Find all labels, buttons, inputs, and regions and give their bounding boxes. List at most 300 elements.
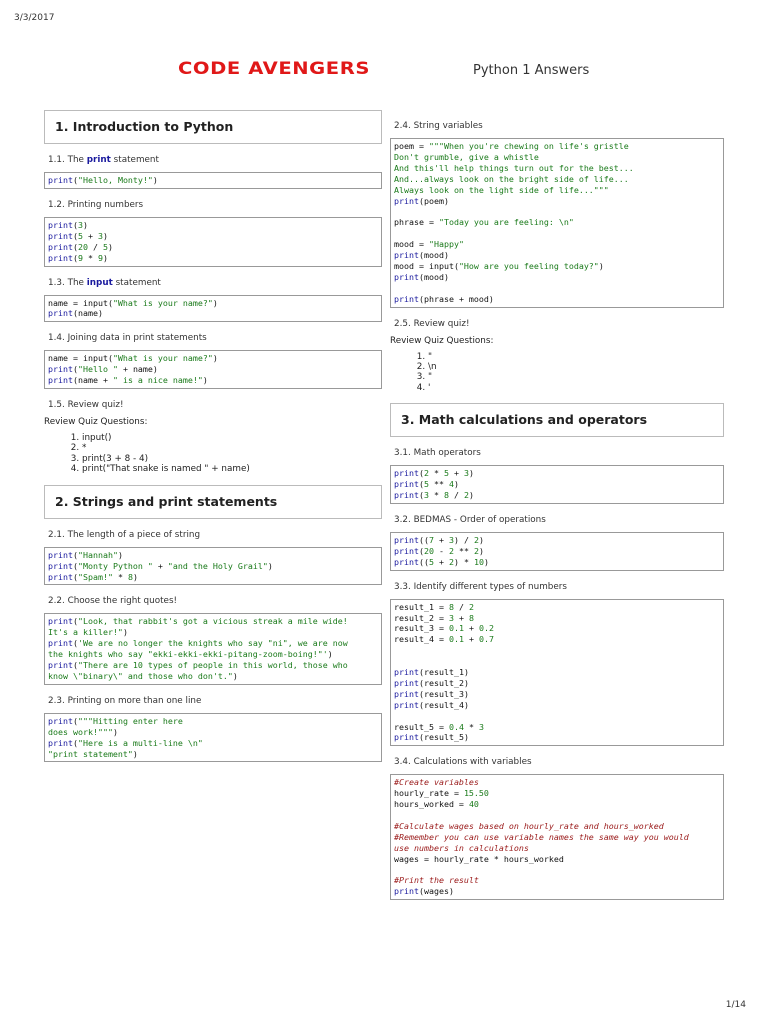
code-text: + xyxy=(152,560,168,571)
code-string: And...always look on the bright side of life... xyxy=(394,173,629,184)
code-block-2-4 xyxy=(390,138,724,308)
code-text: phrase = xyxy=(394,217,439,228)
code-line xyxy=(394,141,720,152)
code-number: 3 xyxy=(448,534,454,545)
code-keyword: print xyxy=(394,293,419,304)
code-keyword: print xyxy=(48,241,73,252)
code-line xyxy=(394,174,720,185)
code-text: ) xyxy=(102,230,108,241)
code-text: result_1 = xyxy=(394,601,449,612)
code-text: ( xyxy=(418,489,424,500)
code-string: "Hannah" xyxy=(77,549,118,560)
code-text: ) xyxy=(468,489,474,500)
code-line xyxy=(48,638,378,649)
code-line xyxy=(394,732,720,743)
code-line xyxy=(394,206,720,217)
code-number: 5 xyxy=(443,468,449,479)
subheading-3-2: 3.2. BEDMAS - Order of operations xyxy=(394,514,546,525)
code-text: ) xyxy=(107,241,113,252)
code-text: ( xyxy=(72,175,78,185)
code-text: ) xyxy=(598,260,604,271)
code-keyword: print xyxy=(394,195,419,206)
code-avengers-logo: CODE AVENGERS xyxy=(178,59,371,79)
code-text: ) xyxy=(152,175,158,185)
code-string: "Hello, Monty!" xyxy=(77,175,153,185)
code-text: ) xyxy=(483,556,489,567)
subheading-text: statement xyxy=(112,277,161,288)
code-text: ( xyxy=(72,571,78,582)
code-line xyxy=(394,239,720,250)
quiz-answer: 2. * xyxy=(82,443,382,453)
code-keyword: print xyxy=(48,308,73,319)
code-string: Always look on the light side of life...""" xyxy=(394,184,609,195)
code-text: + xyxy=(453,612,469,623)
code-text: ) xyxy=(202,375,208,386)
code-text: + name) xyxy=(117,364,158,375)
code-number: 9 xyxy=(77,252,83,263)
code-comment: #Print the result xyxy=(394,875,479,886)
code-text: (mood) xyxy=(418,271,449,282)
code-keyword: print xyxy=(48,737,73,748)
code-line xyxy=(48,727,378,738)
code-number: 2 xyxy=(463,489,469,500)
code-line xyxy=(394,546,720,557)
code-text: ( xyxy=(72,230,78,241)
code-line xyxy=(394,228,720,239)
code-block-3-3 xyxy=(390,599,724,747)
left-column xyxy=(44,110,382,773)
code-line xyxy=(48,298,378,309)
code-text: + xyxy=(463,623,479,634)
code-keyword: print xyxy=(394,479,419,490)
subheading-2-4: 2.4. String variables xyxy=(394,121,483,131)
code-number: 2 xyxy=(473,545,479,556)
code-text: ) xyxy=(327,649,333,660)
code-keyword: print xyxy=(394,545,419,556)
code-keyword: print xyxy=(394,732,419,743)
code-text: ) xyxy=(117,549,123,560)
code-string: "How are you feeling today?" xyxy=(458,260,599,271)
code-number: 0.2 xyxy=(478,623,494,634)
quiz-answer: 1. " xyxy=(428,352,724,362)
code-number: 0.1 xyxy=(448,623,464,634)
code-line xyxy=(394,261,720,272)
code-text: (result_4) xyxy=(418,699,469,710)
subheading-keyword: print xyxy=(86,155,111,165)
code-block-3-4 xyxy=(390,774,724,900)
code-line xyxy=(48,738,378,749)
code-line xyxy=(394,788,720,799)
code-number: 5 xyxy=(423,479,429,490)
code-line xyxy=(394,479,720,490)
quiz-answer: 2. \n xyxy=(428,362,724,372)
code-keyword: print xyxy=(48,230,73,241)
code-line xyxy=(394,700,720,711)
code-line xyxy=(394,875,720,886)
code-text: ) xyxy=(468,468,474,479)
code-comment: #Calculate wages based on hourly_rate and hours_worked xyxy=(394,820,664,831)
code-keyword: print xyxy=(48,560,73,571)
code-text: hourly_rate = xyxy=(394,788,464,799)
code-keyword: print xyxy=(48,715,73,726)
code-line xyxy=(394,689,720,700)
code-line xyxy=(394,196,720,207)
code-text: / xyxy=(448,489,464,500)
code-string: "Here is a multi-line \n" xyxy=(77,737,203,748)
subheading-3-4: 3.4. Calculations with variables xyxy=(394,757,532,768)
code-number: 8 xyxy=(468,612,474,623)
quiz-answers-1 xyxy=(44,433,382,475)
code-text: (mood) xyxy=(418,250,449,261)
code-number: 0.1 xyxy=(448,634,464,645)
code-number: 3 xyxy=(463,468,469,479)
code-number: 0.4 xyxy=(448,721,464,732)
quiz-label: Review Quiz Questions: xyxy=(390,335,494,346)
code-string: know \"binary\" and those who don't." xyxy=(48,670,233,681)
code-text: ) xyxy=(122,627,128,638)
code-string: "Spam!" xyxy=(77,571,113,582)
code-text: + xyxy=(448,468,464,479)
code-number: 5 xyxy=(102,241,108,252)
code-line xyxy=(48,375,378,386)
code-keyword: print xyxy=(48,638,73,649)
code-text: + xyxy=(463,634,479,645)
code-line xyxy=(394,711,720,722)
code-text: / xyxy=(453,601,469,612)
code-number: 7 xyxy=(428,534,434,545)
code-string: the knights who say "ekki-ekki-ekki-pitang-zoom-boing!"' xyxy=(48,649,328,660)
code-text: ) xyxy=(112,726,118,737)
subheading-text: 1.3. The xyxy=(48,277,87,288)
code-comment: #Create variables xyxy=(394,777,479,788)
code-string: Don't grumble, give a whistle xyxy=(394,151,539,162)
code-text: + xyxy=(433,534,449,545)
code-text: ( xyxy=(72,252,78,263)
code-keyword: print xyxy=(394,271,419,282)
code-number: 0.7 xyxy=(478,634,494,645)
code-keyword: print xyxy=(48,175,73,185)
code-line xyxy=(394,217,720,228)
code-text: ) / xyxy=(453,534,474,545)
code-text: * xyxy=(112,571,128,582)
code-block-1-1 xyxy=(44,172,382,189)
code-number: 2 xyxy=(448,556,454,567)
code-text: ** xyxy=(428,479,449,490)
code-line xyxy=(394,535,720,546)
code-text: ( xyxy=(418,479,424,490)
section-title-math: 3. Math calculations and operators xyxy=(390,403,724,437)
code-text: ( xyxy=(72,638,78,649)
quiz-answer: 1. input() xyxy=(82,433,382,443)
code-text: + xyxy=(82,230,98,241)
code-line xyxy=(48,550,378,561)
code-keyword: print xyxy=(48,571,73,582)
code-string: It's a killer!" xyxy=(48,627,123,638)
subheading-2-3: 2.3. Printing on more than one line xyxy=(48,695,202,706)
code-block-3-2 xyxy=(390,532,724,571)
right-column xyxy=(390,121,724,911)
code-number: 9 xyxy=(97,252,103,263)
code-line xyxy=(394,623,720,634)
code-block-1-2 xyxy=(44,217,382,267)
code-keyword: print xyxy=(48,219,73,230)
section-title-strings: 2. Strings and print statements xyxy=(44,485,382,519)
code-string: "Monty Python " xyxy=(77,560,153,571)
code-text: - xyxy=(433,545,449,556)
code-text: (result_5) xyxy=(418,732,469,743)
quiz-answer: 4. ' xyxy=(428,383,724,393)
code-block-3-1 xyxy=(390,465,724,504)
code-line xyxy=(394,272,720,283)
code-line xyxy=(48,660,378,671)
code-text: result_3 = xyxy=(394,623,449,634)
code-line xyxy=(394,294,720,305)
code-string: "What is your name?" xyxy=(112,353,213,364)
code-text: * xyxy=(428,468,444,479)
code-text: ) xyxy=(102,252,108,263)
quiz-answer: 3. " xyxy=(428,372,724,382)
code-text: ( xyxy=(72,549,78,560)
code-line xyxy=(48,749,378,760)
subheading-1-5: 1.5. Review quiz! xyxy=(48,400,124,411)
code-text: result_5 = xyxy=(394,721,449,732)
code-number: 3 xyxy=(478,721,484,732)
code-line xyxy=(394,250,720,261)
code-keyword: print xyxy=(394,667,419,678)
code-string: "What is your name?" xyxy=(112,297,213,308)
code-text: mood = xyxy=(394,239,429,250)
code-line xyxy=(394,163,720,174)
code-text: ) xyxy=(212,353,218,364)
code-line xyxy=(394,799,720,810)
code-line xyxy=(48,364,378,375)
code-line xyxy=(48,220,378,231)
code-number: 20 xyxy=(423,545,434,556)
code-string: "and the Holy Grail" xyxy=(167,560,268,571)
code-line xyxy=(394,678,720,689)
code-text: ) * xyxy=(453,556,474,567)
code-text: ( xyxy=(72,219,78,230)
code-line xyxy=(48,627,378,638)
code-comment: #Remember you can use variable names the same way you would xyxy=(394,831,689,842)
quiz-answers-2 xyxy=(390,352,724,394)
code-text: ) xyxy=(82,219,88,230)
code-line xyxy=(394,490,720,501)
code-line xyxy=(48,308,378,319)
code-text: ) xyxy=(132,748,138,759)
code-text: ** xyxy=(453,545,474,556)
code-number: 5 xyxy=(77,230,83,241)
code-block-2-1 xyxy=(44,547,382,586)
code-line xyxy=(394,283,720,294)
print-date: 3/3/2017 xyxy=(14,13,55,23)
code-line xyxy=(48,253,378,264)
code-block-2-2 xyxy=(44,613,382,684)
code-number: 15.50 xyxy=(463,788,489,799)
code-line xyxy=(48,242,378,253)
code-number: 2 xyxy=(468,601,474,612)
code-text: name = input( xyxy=(48,297,113,308)
code-text: (wages) xyxy=(418,886,454,897)
code-number: 2 xyxy=(448,545,454,556)
quiz-label: Review Quiz Questions: xyxy=(44,417,148,428)
code-number: 3 xyxy=(448,612,454,623)
code-string: "Hello " xyxy=(77,364,118,375)
code-line xyxy=(394,613,720,624)
code-number: 2 xyxy=(423,468,429,479)
subheading-text: statement xyxy=(110,155,159,165)
code-keyword: print xyxy=(394,886,419,897)
code-text: ( xyxy=(72,364,78,375)
code-keyword: print xyxy=(48,364,73,375)
code-text: + xyxy=(433,556,449,567)
subheading-1-1 xyxy=(48,155,382,165)
code-text: result_4 = xyxy=(394,634,449,645)
code-text: name = input( xyxy=(48,353,113,364)
code-string: """Hitting enter here xyxy=(77,715,183,726)
code-line xyxy=(48,561,378,572)
code-block-1-3 xyxy=(44,295,382,323)
code-line xyxy=(394,821,720,832)
code-text: ) xyxy=(212,297,218,308)
subheading-keyword: input xyxy=(86,277,113,288)
subheading-1-4: 1.4. Joining data in print statements xyxy=(48,333,207,344)
subheading-3-1: 3.1. Math operators xyxy=(394,448,481,459)
subheading-text: 1.1. The xyxy=(48,155,87,165)
code-keyword: print xyxy=(394,699,419,710)
subheading-3-3: 3.3. Identify different types of numbers xyxy=(394,581,567,592)
code-text: ) xyxy=(478,545,484,556)
code-keyword: print xyxy=(394,556,419,567)
code-line xyxy=(48,616,378,627)
code-line xyxy=(394,667,720,678)
code-line xyxy=(48,671,378,682)
code-line xyxy=(48,716,378,727)
subheading-1-3 xyxy=(48,278,382,288)
code-number: 5 xyxy=(428,556,434,567)
code-line xyxy=(394,777,720,788)
code-text: (poem) xyxy=(418,195,449,206)
code-text: (( xyxy=(418,534,429,545)
code-string: "Today you are feeling: \n" xyxy=(438,217,574,228)
code-block-2-3 xyxy=(44,713,382,763)
code-string: "Happy" xyxy=(428,239,464,250)
code-text: (name) xyxy=(72,308,103,319)
code-line xyxy=(394,656,720,667)
code-number: 3 xyxy=(77,219,83,230)
code-text: ( xyxy=(72,560,78,571)
code-line xyxy=(394,722,720,733)
code-text: ) xyxy=(132,571,138,582)
code-text: ) xyxy=(478,534,484,545)
code-number: 8 xyxy=(448,601,454,612)
code-line xyxy=(48,353,378,364)
code-text: ( xyxy=(72,241,78,252)
code-number: 10 xyxy=(473,556,484,567)
code-text: (name + xyxy=(72,375,113,386)
code-line xyxy=(48,231,378,242)
code-string: "print statement" xyxy=(48,748,133,759)
code-text: ( xyxy=(72,616,78,627)
code-text: ( xyxy=(418,468,424,479)
code-line xyxy=(48,572,378,583)
code-keyword: print xyxy=(48,375,73,386)
code-keyword: print xyxy=(48,616,73,627)
code-text: poem = xyxy=(394,141,429,151)
code-keyword: print xyxy=(394,534,419,545)
code-keyword: print xyxy=(394,489,419,500)
code-text: ( xyxy=(418,545,424,556)
code-line xyxy=(394,810,720,821)
code-keyword: print xyxy=(394,677,419,688)
code-string: """When you're chewing on life's gristle xyxy=(428,141,629,151)
code-line xyxy=(394,645,720,656)
code-line xyxy=(394,185,720,196)
code-line xyxy=(48,649,378,660)
code-text: * xyxy=(463,721,479,732)
code-text: ( xyxy=(72,715,78,726)
code-line xyxy=(394,602,720,613)
code-number: 4 xyxy=(448,479,454,490)
code-keyword: print xyxy=(394,688,419,699)
code-text: ( xyxy=(72,737,78,748)
code-line xyxy=(394,468,720,479)
code-keyword: print xyxy=(48,252,73,263)
code-string: "There are 10 types of people in this world, those who xyxy=(77,660,348,671)
code-keyword: print xyxy=(394,250,419,261)
code-string: 'We are no longer the knights who say "ni", we are now xyxy=(77,638,348,649)
document-title: Python 1 Answers xyxy=(473,63,590,78)
code-keyword: print xyxy=(394,468,419,479)
code-line xyxy=(394,865,720,876)
subheading-1-2: 1.2. Printing numbers xyxy=(48,199,144,210)
code-line xyxy=(394,843,720,854)
code-text: ( xyxy=(72,660,78,671)
subheading-2-5: 2.5. Review quiz! xyxy=(394,318,470,329)
code-keyword: print xyxy=(48,660,73,671)
code-line xyxy=(394,152,720,163)
code-number: 2 xyxy=(473,534,479,545)
code-block-1-4 xyxy=(44,350,382,389)
code-text: ) xyxy=(232,670,238,681)
code-line xyxy=(394,886,720,897)
section-title-intro: 1. Introduction to Python xyxy=(44,110,382,144)
code-text: ) xyxy=(267,560,273,571)
code-line xyxy=(394,832,720,843)
code-text: (result_3) xyxy=(418,688,469,699)
code-string: does work!""" xyxy=(48,726,113,737)
code-number: 3 xyxy=(423,489,429,500)
code-text: * xyxy=(82,252,98,263)
code-keyword: print xyxy=(48,549,73,560)
subheading-2-1: 2.1. The length of a piece of string xyxy=(48,529,201,540)
code-number: 8 xyxy=(127,571,133,582)
code-string: "Look, that rabbit's got a vicious streak a mile wide! xyxy=(77,616,348,627)
code-number: 3 xyxy=(97,230,103,241)
code-line xyxy=(48,175,378,186)
code-text: / xyxy=(87,241,103,252)
code-line xyxy=(394,557,720,568)
code-number: 40 xyxy=(468,799,479,810)
code-text: * xyxy=(428,489,444,500)
code-text: (result_1) xyxy=(418,667,469,678)
code-number: 8 xyxy=(443,489,449,500)
page-number: 1/14 xyxy=(725,1000,746,1010)
code-string: " is a nice name!" xyxy=(112,375,203,386)
code-number: 20 xyxy=(77,241,88,252)
code-text: (result_2) xyxy=(418,677,469,688)
code-line xyxy=(394,854,720,865)
